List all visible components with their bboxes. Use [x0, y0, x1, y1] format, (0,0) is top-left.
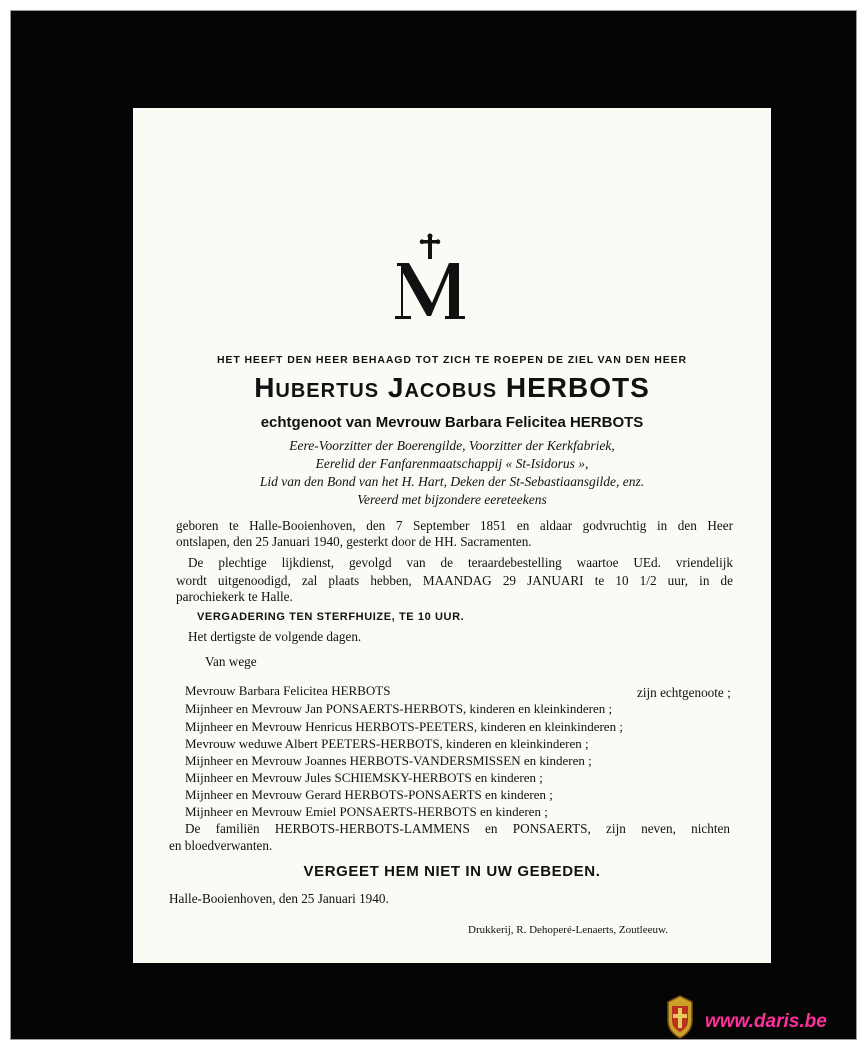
service-line-3: parochiekerk te Halle. — [176, 589, 293, 604]
title-line: Vereerd met bijzondere eereteekens — [357, 492, 547, 507]
title-line: Eere-Voorzitter der Boerengilde, Voorzitter der Kerkfabriek, — [289, 438, 615, 453]
family-relation: zijn echtgenoote ; — [637, 685, 731, 700]
printer-credit: Drukkerij, R. Dehoperé-Lenaerts, Zoutleeuw. — [468, 924, 668, 936]
thirtieth-notice: Het dertigste de volgende dagen. — [188, 629, 362, 644]
family-line: Mijnheer en Mevrouw Jules SCHIEMSKY-HERBOTS en kinderen ; — [185, 770, 543, 785]
gathering-notice: VERGADERING TEN STERFHUIZE, TE 10 UUR. — [197, 611, 465, 623]
family-line: Mevrouw weduwe Albert PEETERS-HERBOTS, kinderen en kleinkinderen ; — [185, 736, 589, 751]
family-line: Mevrouw Barbara Felicitea HERBOTS — [185, 683, 391, 698]
memorial-card — [133, 108, 771, 963]
title-line: Eerelid der Fanfarenmaatschappij « St-Isidorus », — [315, 456, 589, 471]
service-line-1: De plechtige lijkdienst, gevolgd van de teraardebestelling waartoe UEd. vriendelijk — [188, 555, 733, 570]
family-line: Mijnheer en Mevrouw Emiel PONSAERTS-HERBOTS en kinderen ; — [185, 804, 548, 819]
birth-line-2: ontslapen, den 25 Januari 1940, gesterkt door de HH. Sacramenten. — [176, 534, 532, 549]
coat-of-arms-icon — [664, 994, 696, 1040]
marian-monogram-icon — [391, 233, 471, 323]
title-line: Lid van den Bond van het H. Hart, Deken der St-Sebastiaansgilde, enz. — [259, 474, 645, 489]
spouse-line: echtgenoot van Mevrouw Barbara Felicitea HERBOTS — [260, 414, 644, 431]
van-wege: Van wege — [205, 654, 257, 669]
family-line: Mijnheer en Mevrouw Joannes HERBOTS-VANDERSMISSEN en kinderen ; — [185, 753, 592, 768]
prayer-request: VERGEET HEM NIET IN UW GEBEDEN. — [303, 863, 601, 880]
scan-background — [10, 10, 857, 1040]
family-line: en bloedverwanten. — [169, 838, 273, 853]
family-line: De familiën HERBOTS-HERBOTS-LAMMENS en PONSAERTS, zijn neven, nichten — [185, 821, 730, 836]
family-line: Mijnheer en Mevrouw Jan PONSAERTS-HERBOTS, kinderen en kleinkinderen ; — [185, 701, 613, 716]
site-watermark: www.daris.be — [705, 1011, 827, 1032]
place-date: Halle-Booienhoven, den 25 Januari 1940. — [169, 891, 389, 906]
family-line: Mijnheer en Mevrouw Henricus HERBOTS-PEETERS, kinderen en kleinkinderen ; — [185, 719, 623, 734]
birth-line-1: geboren te Halle-Booienhoven, den 7 September 1851 en aldaar godvruchtig in den Heer — [176, 518, 733, 533]
service-line-2: wordt uitgenoodigd, zal plaats hebben, MAANDAG 29 JANUARI te 10 1/2 uur, in de — [176, 573, 733, 588]
announcement-heading: HET HEEFT DEN HEER BEHAAGD TOT ZICH TE ROEPEN DE ZIEL VAN DEN HEER — [216, 354, 688, 366]
deceased-name: Hubertus Jacobus HERBOTS — [254, 372, 650, 403]
family-line: Mijnheer en Mevrouw Gerard HERBOTS-PONSAERTS en kinderen ; — [185, 787, 553, 802]
